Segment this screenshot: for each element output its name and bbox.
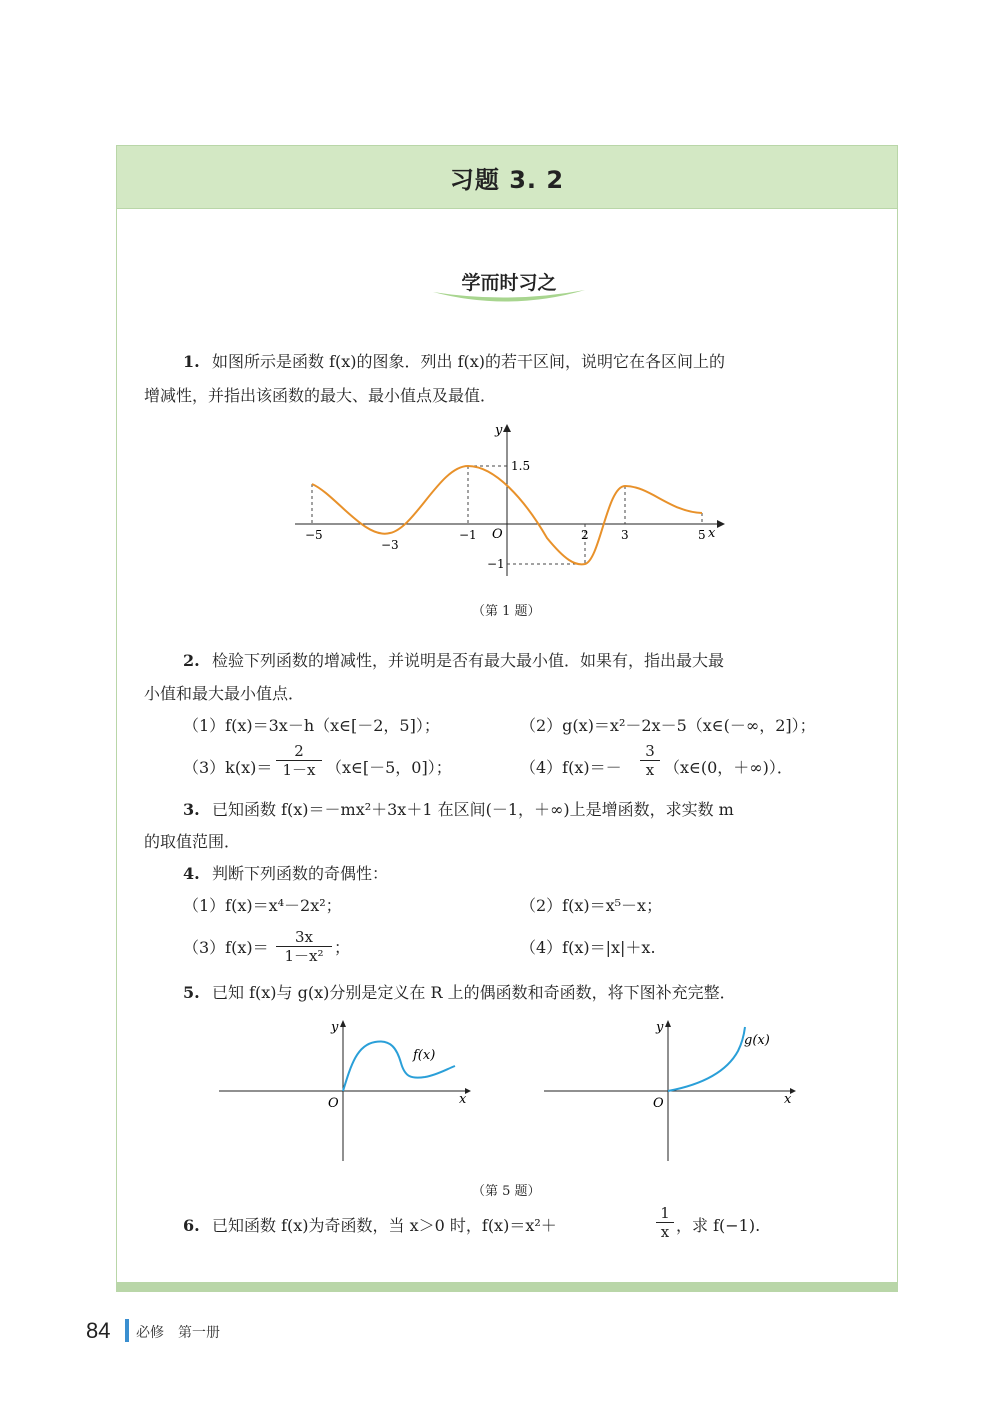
y-axis-arrow-icon (665, 1020, 671, 1027)
y-axis-arrow-icon (503, 424, 511, 432)
fig1-xtick-neg1: −1 (459, 528, 477, 542)
q1-text-line1: 如图所示是函数 f(x)的图象．列出 f(x)的若干区间，说明它在各区间上的 (212, 352, 726, 371)
subheading: 学而时习之 (461, 272, 557, 294)
x-axis-arrow-icon (717, 520, 725, 528)
figure-5-caption: （第 5 题） (472, 1184, 541, 1199)
q2-text-line2: 小值和最大最小值点． (144, 684, 305, 703)
section-header (117, 146, 897, 209)
fig1-xtick-neg5: −5 (305, 528, 323, 542)
q4-part4: （4）f(x)＝|x|＋x. (520, 938, 656, 957)
q2-part1: （1）f(x)＝3x－h（x∈[－2，5]）； (183, 716, 440, 735)
q6-denominator: x (660, 1223, 670, 1241)
q4-part3-end: ； (334, 938, 351, 957)
q2-part3-numerator: 2 (276, 742, 322, 761)
q4-part1: （1）f(x)＝x⁴－2x²； (183, 896, 342, 915)
fig1-xtick-3: 3 (621, 528, 629, 542)
q3-number: 3. (183, 800, 200, 819)
fig1-origin-label: O (492, 527, 503, 542)
g-x-curve (668, 1027, 745, 1091)
q2-part3-domain: （x∈[－5，0]）； (326, 758, 452, 777)
fig5-left-y-label: y (331, 1020, 339, 1035)
q4-part2: （2）f(x)＝x⁵－x； (520, 896, 663, 915)
q2-part4-denominator: x (645, 761, 655, 779)
q2-part4-fraction (640, 742, 660, 779)
section-title: 习题 3. 2 (449, 165, 565, 194)
q3-text-line2: 的取值范围． (144, 832, 241, 851)
q2-part3-lhs: （3）k(x)＝ (183, 758, 273, 777)
q4-part3-numerator: 3x (276, 928, 332, 947)
q6-number: 6. (183, 1216, 200, 1235)
subheading-badge (429, 264, 589, 308)
fig5-left-x-label: x (459, 1092, 467, 1107)
q4-text-line1: 判断下列函数的奇偶性： (212, 864, 389, 883)
q4-part3-fraction (276, 928, 332, 965)
q2-part4-domain: （x∈(0，＋∞)）． (664, 758, 793, 777)
fig5-right-curve-label: g(x) (744, 1033, 770, 1048)
q6-fraction (656, 1204, 674, 1241)
q2-number: 2. (183, 651, 200, 670)
q6-text-left: 已知函数 f(x)为奇函数，当 x＞0 时，f(x)＝x²＋ (212, 1216, 557, 1235)
figure-5-left-graph (215, 1015, 475, 1165)
footer-accent-bar (125, 1319, 129, 1342)
fig1-xtick-2: 2 (581, 528, 589, 542)
figure-1-graph (285, 420, 725, 582)
q4-number: 4. (183, 864, 200, 883)
q2-text-line1: 检验下列函数的增减性，并说明是否有最大最小值．如果有，指出最大最 (212, 651, 725, 670)
book-title: 必修 第一册 (136, 1325, 220, 1341)
q6-numerator: 1 (656, 1204, 674, 1223)
q3-text-line1: 已知函数 f(x)＝－mx²＋3x＋1 在区间(－1，＋∞)上是增函数，求实数 m (212, 800, 734, 819)
q2-part3-denominator: 1－x (282, 761, 316, 779)
fig5-right-x-label: x (784, 1092, 792, 1107)
q1-text-line2: 增减性，并指出该函数的最大、最小值点及最值． (144, 386, 497, 405)
page-number: 84 (86, 1318, 111, 1343)
q2-part3-fraction (276, 742, 322, 779)
figure-5-right-graph (540, 1015, 800, 1165)
q5-text-line1: 已知 f(x)与 g(x)分别是定义在 R 上的偶函数和奇函数，将下图补充完整． (212, 983, 736, 1002)
q2-part4-numerator: 3 (640, 742, 660, 761)
figure-1-caption: （第 1 题） (472, 604, 541, 619)
fig1-xtick-neg3: −3 (381, 538, 399, 552)
q4-part3-lhs: （3）f(x)＝ (183, 938, 269, 957)
fig5-right-origin: O (653, 1096, 664, 1111)
swoosh-decoration (429, 286, 589, 308)
q6-text-right: ，求 f(−1). (676, 1216, 761, 1235)
q2-part4-lhs: （4）f(x)＝－ (520, 758, 622, 777)
fig1-x-label: x (708, 526, 716, 541)
q5-number: 5. (183, 983, 200, 1002)
fig1-ytick-1.5: 1.5 (511, 459, 531, 473)
f-x-curve (343, 1041, 455, 1091)
fig5-right-y-label: y (656, 1020, 664, 1035)
fig1-y-label: y (495, 423, 503, 438)
q1-number: 1. (183, 352, 200, 371)
fig5-left-origin: O (328, 1096, 339, 1111)
fig1-xtick-5: 5 (698, 528, 706, 542)
q2-part2: （2）g(x)＝x²－2x－5（x∈(－∞，2]）； (520, 716, 816, 735)
q4-part3-denominator: 1－x² (284, 947, 324, 965)
fig1-ytick-neg1: −1 (487, 557, 505, 571)
y-axis-arrow-icon (340, 1020, 346, 1027)
panel-footer-bar (117, 1282, 897, 1291)
fig5-left-curve-label: f(x) (413, 1048, 436, 1063)
